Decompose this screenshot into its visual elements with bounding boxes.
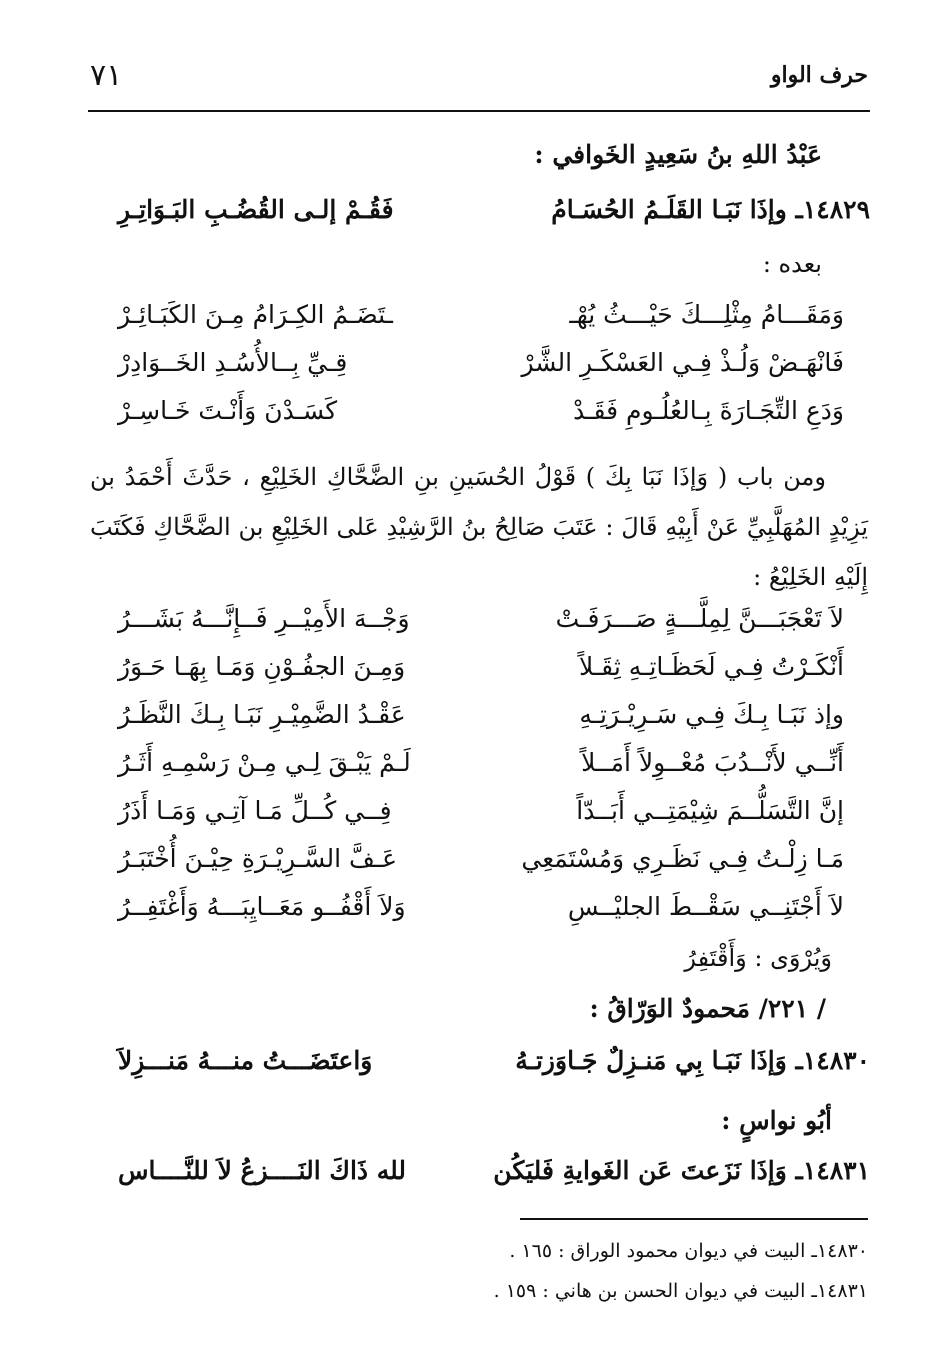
variant-reading: وَيُرْوَى : وَأَقْتَفِرُ: [684, 944, 832, 972]
footnote-rule: [520, 1218, 868, 1220]
verse-line: [88, 300, 870, 344]
verse-second-hemistich: فِــي كُــلِّ مَـا آتِـي وَمَـا أَذَرُ: [118, 796, 392, 825]
page-number: ٧١: [90, 58, 123, 93]
running-header-title: حرف الواو: [770, 62, 868, 88]
verse-first-hemistich: وإذ نَبَـا بِـكَ فِـي سَـرِيْـرَتِـهِ: [579, 700, 844, 729]
prose-paragraph: ومن باب ( وَإذَا نَبَا بِكَ ) قَوْلُ الحُسَينِ بنِ الضَّحَّاكِ الخَلِيْعِ ، حَدَّثَ أَحْمَدُ بن يَزِيْدٍ المُهَلَّبِيِّ عَنْ أَبِيْهِ قَالَ : عَتَبَ صَالِحُ بنُ الرَّشِيْدِ عَلى الخَلِيْعِ بن الضَّحَّاكِ فَكَتَبَ إِلَيْهِ الخَلِيْعُ :: [90, 463, 868, 591]
verse-second-hemistich: لَـمْ يَبْـقَ لِـي مِـنْ رَسْمِـهِ أَثَـرُ: [118, 748, 411, 777]
verse-first-hemistich: مَـا زِلْـتُ فِـي نَظَـرِي وَمُسْتَمَعِي: [521, 844, 844, 873]
verse-first-hemistich: لاَ أَجْتَنِــي سَقْــطَ الجليْــسِ: [567, 892, 844, 921]
verse-14830: [88, 1046, 870, 1090]
verse-14829: [88, 195, 870, 239]
verse-line: [88, 396, 870, 440]
verse-line: [88, 796, 870, 840]
verse-second-hemistich: وَلاَ أَقْفُــو مَعَــايِبَـــهُ وَأَغْتَفِــرُ: [118, 892, 406, 921]
verse-line: [88, 748, 870, 792]
footnote: ١٤٨٣٠ـ البيت في ديوان محمود الوراق : ١٦٥ .: [509, 1240, 868, 1262]
poet-name-warraq: / ٢٢١/ مَحمودٌ الوَرّاقُ :: [589, 994, 826, 1023]
after-label: بعده :: [762, 250, 822, 278]
verse-second-hemistich: كَسَـدْنَ وَأَنْـتَ خَـاسِـرْ: [118, 396, 338, 425]
verse-second-hemistich: قِـيِّ بِــالأُسُـدِ الخَــوَادِرْ: [118, 348, 348, 377]
verse-line: [88, 604, 870, 648]
verse-line: [88, 844, 870, 888]
verse-second-hemistich: لله ذَاكَ النَــــزعُ لاَ للنَّــــاس: [118, 1156, 407, 1185]
verse-second-hemistich: فَقُـمْ إلـى القُضُـبِ البَـوَاتِـرِ: [118, 195, 394, 224]
verse-second-hemistich: عَقْـدُ الضَّمِيْـرِ نَبَـا بِـكَ النَّظَـرُ: [118, 700, 406, 729]
verse-first-hemistich: إنَّ التَّسَلُّــمَ شِيْمَتِــي أَبَــدّاً: [576, 796, 844, 825]
verse-second-hemistich: وَجْــهَ الأَمِيْــرِ فَــإِنَّـــهُ بَشَـــرُ: [118, 604, 410, 633]
verse-line: [88, 348, 870, 392]
verse-line: [88, 700, 870, 744]
verse-second-hemistich: ـتَضَـمُ الكِـرَامُ مِـنَ الكَبَـائِـرْ: [118, 300, 393, 329]
verse-second-hemistich: وَمِـنَ الجفُـوْنِ وَمَـا بِهَـا حَـوَرُ: [118, 652, 406, 681]
verse-second-hemistich: وَاعتَضَـــتُ منـــهُ مَنـــزِلاَ: [118, 1046, 373, 1075]
verse-first-hemistich: ١٤٨٣٠ـ وَإذَا نَبَـا بِي مَنـزِلٌ جَـاوَزتـهُ: [515, 1046, 870, 1075]
header-rule: [88, 110, 870, 112]
poet-name-khawafi: عَبْدُ اللهِ بنُ سَعِيدٍ الخَوافي :: [534, 140, 822, 169]
verse-first-hemistich: وَدَعِ التِّجَـارَةَ بِـالعُلُـومِ فَقَـدْ: [573, 396, 844, 425]
verse-line: [88, 652, 870, 696]
footnote: ١٤٨٣١ـ البيت في ديوان الحسن بن هاني : ١٥٩ .: [493, 1280, 868, 1302]
verse-first-hemistich: وَمَقَـــامُ مِثْلِـــكَ حَيْـــثُ يُهْـ: [569, 300, 844, 329]
verse-first-hemistich: ١٤٨٣١ـ وَإذَا نَزَعتَ عَن الغَوايةِ فَليَكُن: [493, 1156, 870, 1185]
verse-first-hemistich: أَنْكَـرْتُ فِـي لَحَظَـاتِـهِ ثِقَـلاً: [578, 652, 844, 681]
poet-name-abu-nuwas: أبُو نواسٍ :: [721, 1106, 832, 1135]
verse-second-hemistich: عَـفَّ السَّـرِيْـرَةِ حِيْـنَ أُخْتَبَـرُ: [118, 844, 398, 873]
verse-first-hemistich: لاَ تَعْجَبَـــنَّ لِمِلَّـــةٍ صَـــرَفَـتْ: [555, 604, 844, 633]
verse-first-hemistich: فَانْهَـضْ وَلُـذْ فِـي العَسْكَـرِ الشَّرْ: [521, 348, 844, 377]
verse-line: [88, 892, 870, 936]
verse-first-hemistich: أَنِّــي لأَنْــدُبَ مُعْــوِلاً أَمَــلاً: [581, 748, 844, 777]
verse-first-hemistich: ١٤٨٢٩ـ وإذَا نَبَـا القَلَـمُ الحُسَـامُ: [551, 195, 870, 224]
verse-14831: [88, 1156, 870, 1200]
